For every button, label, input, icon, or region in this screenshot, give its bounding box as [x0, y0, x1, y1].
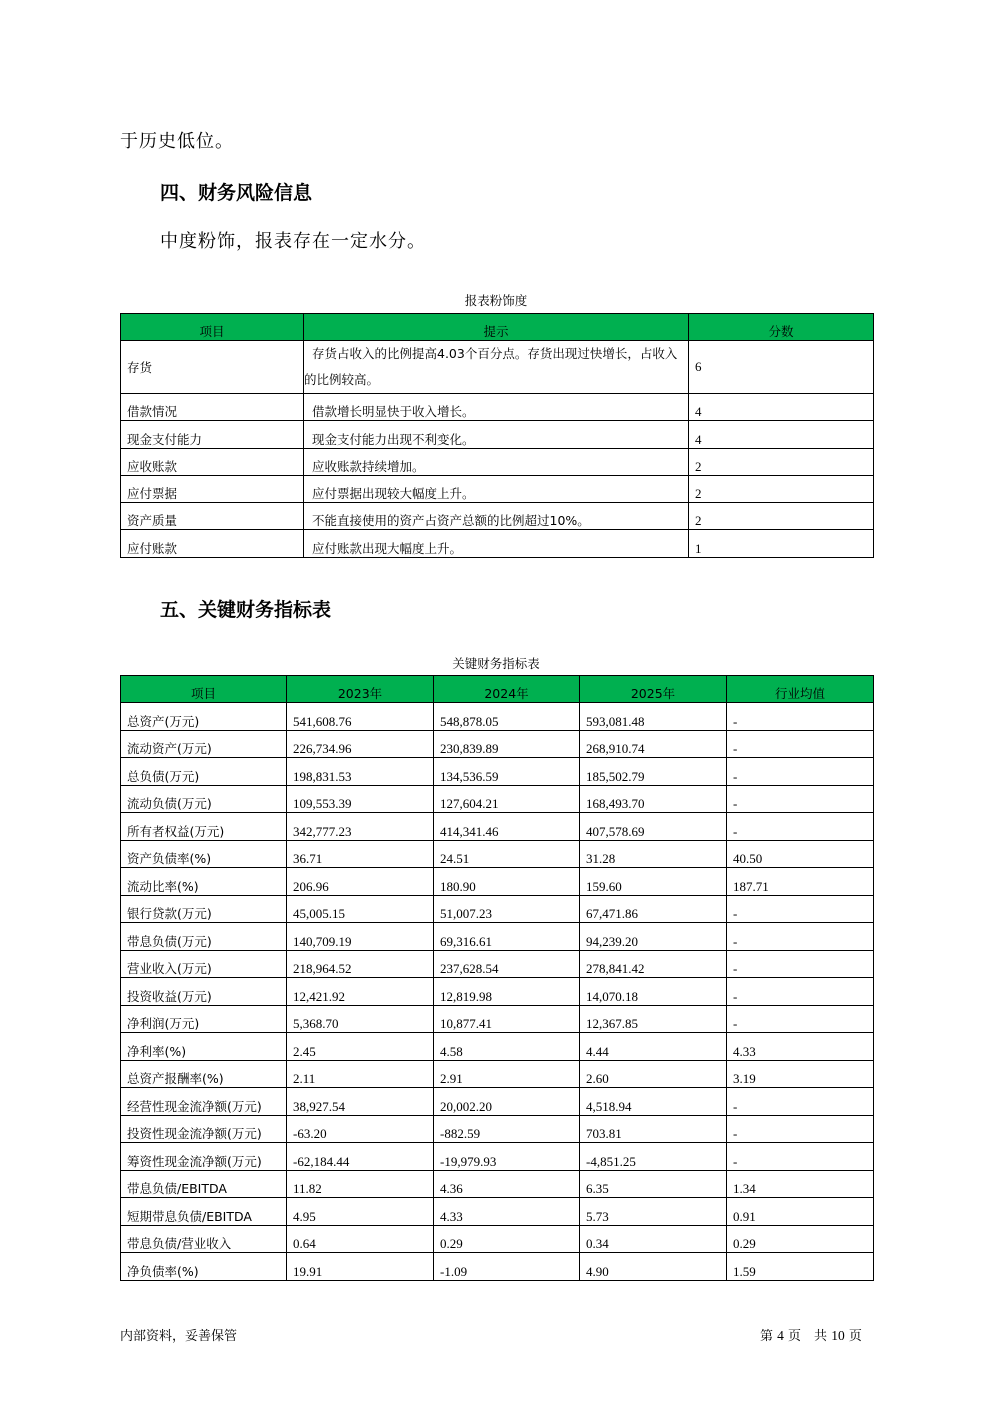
- row-item: 流动负债(万元): [121, 785, 287, 813]
- table-row: [121, 341, 874, 394]
- row-score: 2: [689, 475, 874, 502]
- row-2023: 12,421.92: [287, 978, 434, 1006]
- row-2024: -1.09: [434, 1253, 580, 1281]
- row-2025: 14,070.18: [580, 978, 727, 1006]
- row-hint: 应付票据出现较大幅度上升。: [304, 475, 689, 502]
- row-industry-avg: 0.91: [727, 1198, 874, 1226]
- row-2025: 12,367.85: [580, 1005, 727, 1033]
- header-item: 项目: [121, 676, 287, 703]
- row-item: 带息负债/营业收入: [121, 1225, 287, 1253]
- table-row: [121, 530, 874, 557]
- risk-table: [120, 313, 874, 558]
- row-item: 净利润(万元): [121, 1005, 287, 1033]
- header-hint: 提示: [304, 314, 689, 341]
- row-item: 现金支付能力: [121, 421, 304, 448]
- header-2024: 2024年: [434, 676, 580, 703]
- row-item: 应收账款: [121, 448, 304, 475]
- row-item: 总资产(万元): [121, 703, 287, 731]
- table-row: [121, 950, 874, 978]
- row-2025: 185,502.79: [580, 758, 727, 786]
- row-2025: 268,910.74: [580, 730, 727, 758]
- row-2025: 278,841.42: [580, 950, 727, 978]
- row-industry-avg: -: [727, 758, 874, 786]
- row-2024: 10,877.41: [434, 1005, 580, 1033]
- row-industry-avg: -: [727, 978, 874, 1006]
- header-item: 项目: [121, 314, 304, 341]
- row-industry-avg: -: [727, 1143, 874, 1171]
- row-2023: 226,734.96: [287, 730, 434, 758]
- row-item: 所有者权益(万元): [121, 813, 287, 841]
- table-row: [121, 1115, 874, 1143]
- row-2025: 4,518.94: [580, 1088, 727, 1116]
- row-2024: 4.58: [434, 1033, 580, 1061]
- row-item: 筹资性现金流净额(万元): [121, 1143, 287, 1171]
- row-2023: 140,709.19: [287, 923, 434, 951]
- row-2023: 36.71: [287, 840, 434, 868]
- table-row: [121, 421, 874, 448]
- table-row: [121, 1198, 874, 1226]
- row-2025: 4.90: [580, 1253, 727, 1281]
- row-2023: 2.45: [287, 1033, 434, 1061]
- header-2023: 2023年: [287, 676, 434, 703]
- section-4-text: 中度粉饰，报表存在一定水分。: [160, 231, 426, 252]
- row-2025: 31.28: [580, 840, 727, 868]
- row-2024: 548,878.05: [434, 703, 580, 731]
- row-2024: 134,536.59: [434, 758, 580, 786]
- row-2024: -882.59: [434, 1115, 580, 1143]
- row-score: 4: [689, 394, 874, 421]
- header-score: 分数: [689, 314, 874, 341]
- row-2025: 2.60: [580, 1060, 727, 1088]
- row-score: 4: [689, 421, 874, 448]
- row-hint: 应收账款持续增加。: [304, 448, 689, 475]
- row-2023: 541,608.76: [287, 703, 434, 731]
- row-2024: 4.33: [434, 1198, 580, 1226]
- row-item: 净负债率(%): [121, 1253, 287, 1281]
- row-2023: 19.91: [287, 1253, 434, 1281]
- row-item: 带息负债(万元): [121, 923, 287, 951]
- row-2025: 4.44: [580, 1033, 727, 1061]
- row-industry-avg: -: [727, 950, 874, 978]
- footer-confidential: 内部资料，妥善保管: [120, 1329, 238, 1344]
- row-industry-avg: 0.29: [727, 1225, 874, 1253]
- row-item: 流动比率(%): [121, 868, 287, 896]
- section-5-title: 五、关键财务指标表: [160, 599, 332, 621]
- row-item: 应付账款: [121, 530, 304, 557]
- row-item: 经营性现金流净额(万元): [121, 1088, 287, 1116]
- row-2023: 198,831.53: [287, 758, 434, 786]
- row-2023: 11.82: [287, 1170, 434, 1198]
- row-industry-avg: -: [727, 895, 874, 923]
- footer-page-number: 第 4 页 共 10 页: [760, 1328, 862, 1344]
- section-4-title: 四、财务风险信息: [160, 182, 313, 204]
- continuation-text: 于历史低位。: [120, 131, 234, 152]
- table-row: [121, 758, 874, 786]
- row-industry-avg: -: [727, 785, 874, 813]
- row-item: 带息负债/EBITDA: [121, 1170, 287, 1198]
- row-hint: 现金支付能力出现不利变化。: [304, 421, 689, 448]
- row-industry-avg: 1.34: [727, 1170, 874, 1198]
- row-item: 投资收益(万元): [121, 978, 287, 1006]
- table-row: [121, 895, 874, 923]
- risk-table-header: [121, 314, 874, 341]
- table-row: [121, 475, 874, 502]
- table-row: [121, 1033, 874, 1061]
- row-industry-avg: -: [727, 1088, 874, 1116]
- table-row: [121, 503, 874, 530]
- row-hint: 存货占收入的比例提高4.03个百分点。存货出现过快增长，占收入的比例较高。: [304, 341, 689, 394]
- row-industry-avg: -: [727, 923, 874, 951]
- row-2023: 218,964.52: [287, 950, 434, 978]
- row-2024: -19,979.93: [434, 1143, 580, 1171]
- row-2025: 0.34: [580, 1225, 727, 1253]
- row-2023: 0.64: [287, 1225, 434, 1253]
- table-row: [121, 785, 874, 813]
- row-score: 2: [689, 503, 874, 530]
- row-2024: 12,819.98: [434, 978, 580, 1006]
- row-2024: 180.90: [434, 868, 580, 896]
- row-2024: 237,628.54: [434, 950, 580, 978]
- row-2024: 414,341.46: [434, 813, 580, 841]
- row-2025: 6.35: [580, 1170, 727, 1198]
- row-2023: 4.95: [287, 1198, 434, 1226]
- row-2024: 230,839.89: [434, 730, 580, 758]
- table-row: [121, 868, 874, 896]
- table-row: [121, 703, 874, 731]
- row-2023: 342,777.23: [287, 813, 434, 841]
- header-industry-avg: 行业均值: [727, 676, 874, 703]
- row-item: 存货: [121, 341, 304, 394]
- row-score: 2: [689, 448, 874, 475]
- row-2025: -4,851.25: [580, 1143, 727, 1171]
- row-industry-avg: 3.19: [727, 1060, 874, 1088]
- row-industry-avg: -: [727, 813, 874, 841]
- table-row: [121, 1170, 874, 1198]
- row-item: 总资产报酬率(%): [121, 1060, 287, 1088]
- row-item: 借款情况: [121, 394, 304, 421]
- row-industry-avg: 4.33: [727, 1033, 874, 1061]
- row-2025: 593,081.48: [580, 703, 727, 731]
- row-item: 资产质量: [121, 503, 304, 530]
- table-row: [121, 978, 874, 1006]
- row-2025: 5.73: [580, 1198, 727, 1226]
- row-2023: -63.20: [287, 1115, 434, 1143]
- row-hint: 不能直接使用的资产占资产总额的比例超过10%。: [304, 503, 689, 530]
- row-industry-avg: -: [727, 1115, 874, 1143]
- row-item: 投资性现金流净额(万元): [121, 1115, 287, 1143]
- row-2023: 38,927.54: [287, 1088, 434, 1116]
- row-industry-avg: -: [727, 703, 874, 731]
- key-indicator-table: [120, 675, 874, 1281]
- header-2025: 2025年: [580, 676, 727, 703]
- row-2025: 159.60: [580, 868, 727, 896]
- row-2024: 24.51: [434, 840, 580, 868]
- table-row: [121, 1225, 874, 1253]
- row-industry-avg: 40.50: [727, 840, 874, 868]
- key-table-caption: 关键财务指标表: [452, 656, 540, 671]
- row-item: 资产负债率(%): [121, 840, 287, 868]
- row-2023: 5,368.70: [287, 1005, 434, 1033]
- row-item: 流动资产(万元): [121, 730, 287, 758]
- row-item: 营业收入(万元): [121, 950, 287, 978]
- row-2023: 109,553.39: [287, 785, 434, 813]
- row-item: 净利率(%): [121, 1033, 287, 1061]
- table-row: [121, 1088, 874, 1116]
- row-industry-avg: -: [727, 730, 874, 758]
- row-2024: 0.29: [434, 1225, 580, 1253]
- row-2023: 206.96: [287, 868, 434, 896]
- row-2025: 67,471.86: [580, 895, 727, 923]
- row-score: 6: [689, 341, 874, 394]
- row-2024: 2.91: [434, 1060, 580, 1088]
- risk-table-caption: 报表粉饰度: [464, 293, 528, 308]
- row-industry-avg: 1.59: [727, 1253, 874, 1281]
- row-2024: 20,002.20: [434, 1088, 580, 1116]
- row-2025: 407,578.69: [580, 813, 727, 841]
- table-row: [121, 813, 874, 841]
- row-2024: 69,316.61: [434, 923, 580, 951]
- row-2025: 94,239.20: [580, 923, 727, 951]
- row-2023: -62,184.44: [287, 1143, 434, 1171]
- row-2023: 45,005.15: [287, 895, 434, 923]
- row-2024: 127,604.21: [434, 785, 580, 813]
- table-row: [121, 448, 874, 475]
- table-row: [121, 1005, 874, 1033]
- row-score: 1: [689, 530, 874, 557]
- key-table-header: [121, 676, 874, 703]
- row-item: 应付票据: [121, 475, 304, 502]
- table-row: [121, 923, 874, 951]
- table-row: [121, 394, 874, 421]
- row-item: 总负债(万元): [121, 758, 287, 786]
- row-2024: 4.36: [434, 1170, 580, 1198]
- row-item: 银行贷款(万元): [121, 895, 287, 923]
- row-industry-avg: -: [727, 1005, 874, 1033]
- row-2023: 2.11: [287, 1060, 434, 1088]
- table-row: [121, 840, 874, 868]
- row-2025: 703.81: [580, 1115, 727, 1143]
- row-hint: 应付账款出现大幅度上升。: [304, 530, 689, 557]
- row-item: 短期带息负债/EBITDA: [121, 1198, 287, 1226]
- row-hint: 借款增长明显快于收入增长。: [304, 394, 689, 421]
- table-row: [121, 1060, 874, 1088]
- table-row: [121, 730, 874, 758]
- row-industry-avg: 187.71: [727, 868, 874, 896]
- row-2025: 168,493.70: [580, 785, 727, 813]
- table-row: [121, 1253, 874, 1281]
- table-row: [121, 1143, 874, 1171]
- row-2024: 51,007.23: [434, 895, 580, 923]
